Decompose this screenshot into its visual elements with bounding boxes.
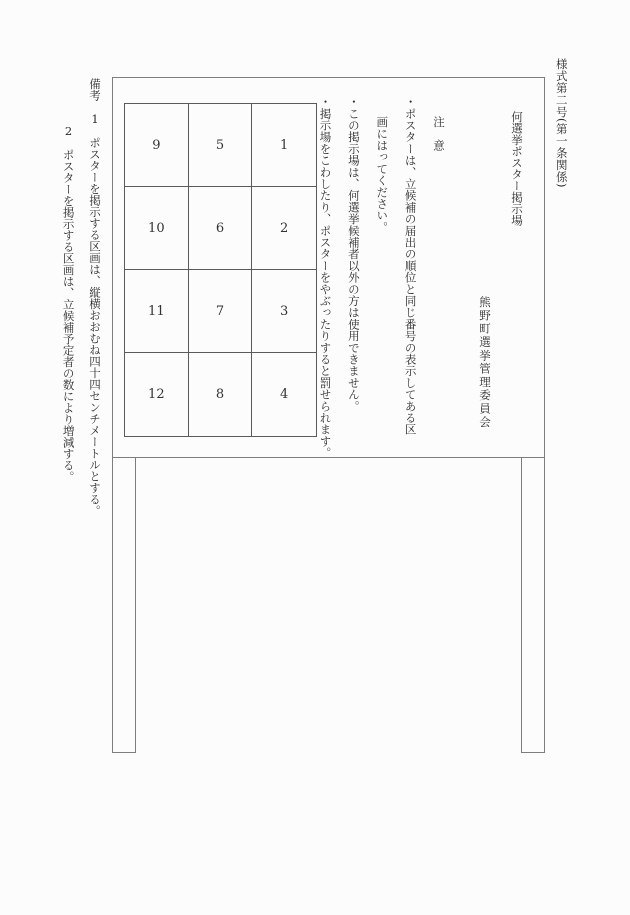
grid-cell xyxy=(189,353,253,436)
cell-number: 11 xyxy=(148,303,165,319)
remark-item xyxy=(55,78,81,517)
grid-cell xyxy=(189,187,253,270)
remark-item xyxy=(82,78,108,517)
grid-cell xyxy=(125,104,189,187)
board-leg-right xyxy=(521,458,545,753)
poster-grid xyxy=(124,103,317,437)
poster-board xyxy=(112,77,545,458)
remark-number: 1 xyxy=(88,112,102,126)
grid-cell xyxy=(252,187,316,270)
notice-heading: 注 意 xyxy=(432,116,446,152)
board-title: 何選挙ポスター掲示場 xyxy=(510,111,524,226)
form-label: 様式第二号(第一条関係) xyxy=(554,58,569,188)
cell-number: 9 xyxy=(152,137,161,153)
grid-cell xyxy=(252,270,316,353)
committee-name: 熊野町選挙管理委員会 xyxy=(478,296,492,429)
remark-text: ポスターを掲示する区画は、立候補予定者の数により増減する。 xyxy=(61,149,76,483)
cell-number: 1 xyxy=(280,137,289,153)
board-leg-left xyxy=(112,458,136,753)
remark-number: 2 xyxy=(61,124,76,138)
cell-number: 4 xyxy=(280,387,289,402)
grid-cell xyxy=(189,270,253,353)
grid-cell xyxy=(189,104,253,187)
grid-cell xyxy=(125,353,189,436)
notice-line: ・ポスターは、立候補の届出の順位と同じ番号の表示してある区 xyxy=(403,96,418,436)
cell-number: 2 xyxy=(280,220,289,236)
grid-cell xyxy=(252,353,316,436)
cell-number: 10 xyxy=(148,220,165,236)
grid-cell xyxy=(125,270,189,353)
remarks-heading: 備考 xyxy=(88,78,102,101)
cell-number: 6 xyxy=(215,220,225,236)
grid-cell xyxy=(125,187,189,270)
cell-number: 3 xyxy=(280,303,289,319)
grid-cell xyxy=(252,104,316,187)
notice-line: ・この掲示場は、何選挙候補者以外の方は使用できません。 xyxy=(346,96,361,412)
cell-number: 8 xyxy=(215,387,225,402)
cell-number: 5 xyxy=(215,137,225,153)
cell-number: 12 xyxy=(148,387,165,402)
notice-line: 画にはってください。 xyxy=(375,116,390,233)
notice-line: ・掲示場をこわしたり、ポスターをやぶったりすると罰せられます。 xyxy=(318,96,333,459)
notice-block xyxy=(311,96,453,459)
cell-number: 7 xyxy=(215,303,225,319)
remarks-block xyxy=(55,78,108,517)
remark-text: ポスターを掲示する区画は、縦横おおむね四十四センチメートルとする。 xyxy=(88,137,102,517)
